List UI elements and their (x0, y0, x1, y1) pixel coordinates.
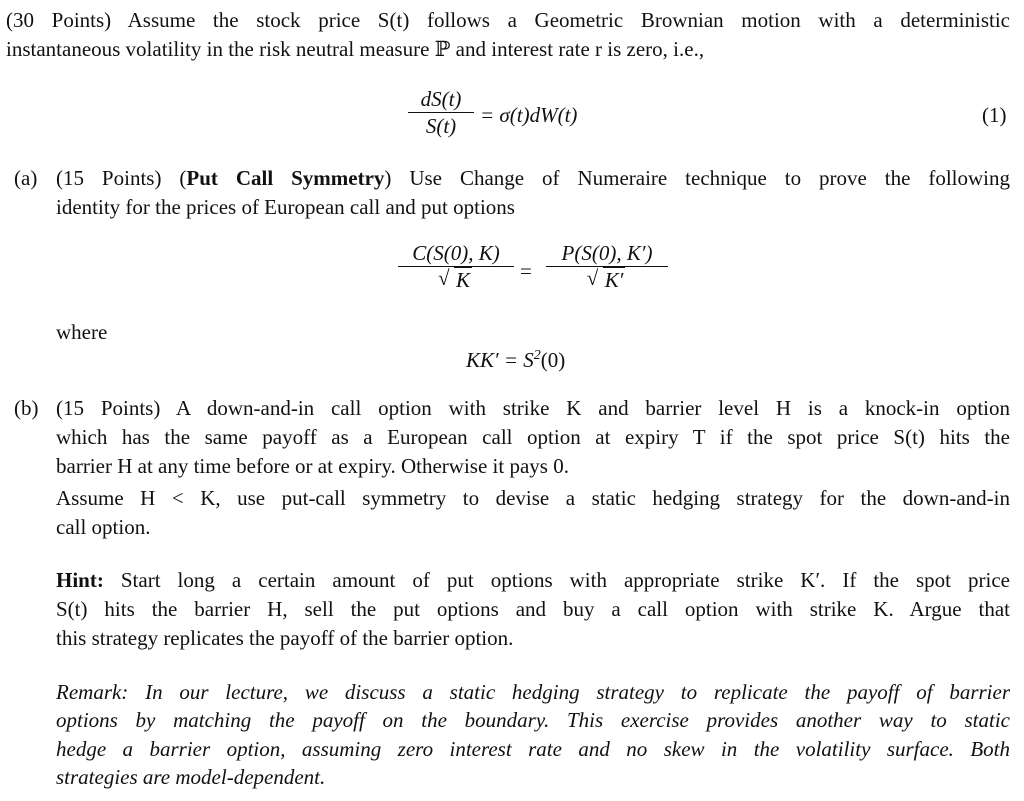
hint-line-1: Hint: Start long a certain amount of put options with appropriate strike K′. If the spot price (56, 568, 1011, 592)
eq1-number: (1) (982, 103, 1007, 127)
part-b-line-2: which has the same payoff as a European call option at expiry T if the spot price S(t) hits the (56, 425, 1010, 449)
part-b-line-5: call option. (56, 515, 151, 539)
part-b-line-4: Assume H < K, use put-call symmetry to devise a static hedging strategy for the down-and-in (56, 486, 1010, 510)
part-b-line-3: barrier H at any time before or at expiry. Otherwise it pays 0. (56, 454, 569, 478)
eq1-fraction (408, 86, 474, 139)
part-b-label: (b) (14, 396, 39, 420)
symmetry-lhs: C(S(0), K) √ K (398, 240, 514, 293)
remark-line-4: strategies are model-dependent. (56, 765, 326, 789)
eq1-denominator: S(t) (425, 114, 457, 138)
hint-line-3: this strategy replicates the payoff of the barrier option. (56, 626, 514, 650)
strike-relation: $KK' = S^2(0)$ (466, 348, 566, 372)
part-a-title: Put Call Symmetry (186, 166, 385, 190)
where-label: where (56, 320, 108, 344)
remark-line-3: hedge a barrier option, assuming zero interest rate and no skew in the volatility surface. Both (56, 737, 1010, 761)
intro-line-1: (30 Points) Assume the stock price S(t) follows a Geometric Brownian motion with a deterministic (6, 8, 1010, 32)
remark-line-1: Remark: In our lecture, we discuss a static hedging strategy to replicate the payoff of barrier (56, 680, 1010, 704)
hint-label: Hint: (56, 568, 104, 592)
part-a-line-1: (15 Points) (Put Call Symmetry) Use Change of Numeraire technique to prove the following (56, 166, 1011, 190)
eq1-numerator: dS(t) (420, 87, 462, 111)
part-a-label: (a) (14, 166, 38, 190)
part-b-line-1: (15 Points) A down-and-in call option with strike K and barrier level H is a knock-in option (56, 396, 1010, 420)
hint-line-2: S(t) hits the barrier H, sell the put options and buy a call option with strike K. Argue that (56, 597, 1010, 621)
symmetry-rhs: P(S(0), K′) √ K′ (546, 240, 668, 293)
part-a-line-2: identity for the prices of European call and put options (56, 195, 515, 219)
symmetry-equals: = (520, 259, 532, 283)
eq1-rhs: = σ(t)dW(t) (480, 103, 578, 127)
remark-line-2: options by matching the payoff on the boundary. This exercise provides another way to static (56, 708, 1010, 732)
intro-line-2: instantaneous volatility in the risk neutral measure ℙ and interest rate r is zero, i.e., (6, 37, 705, 61)
